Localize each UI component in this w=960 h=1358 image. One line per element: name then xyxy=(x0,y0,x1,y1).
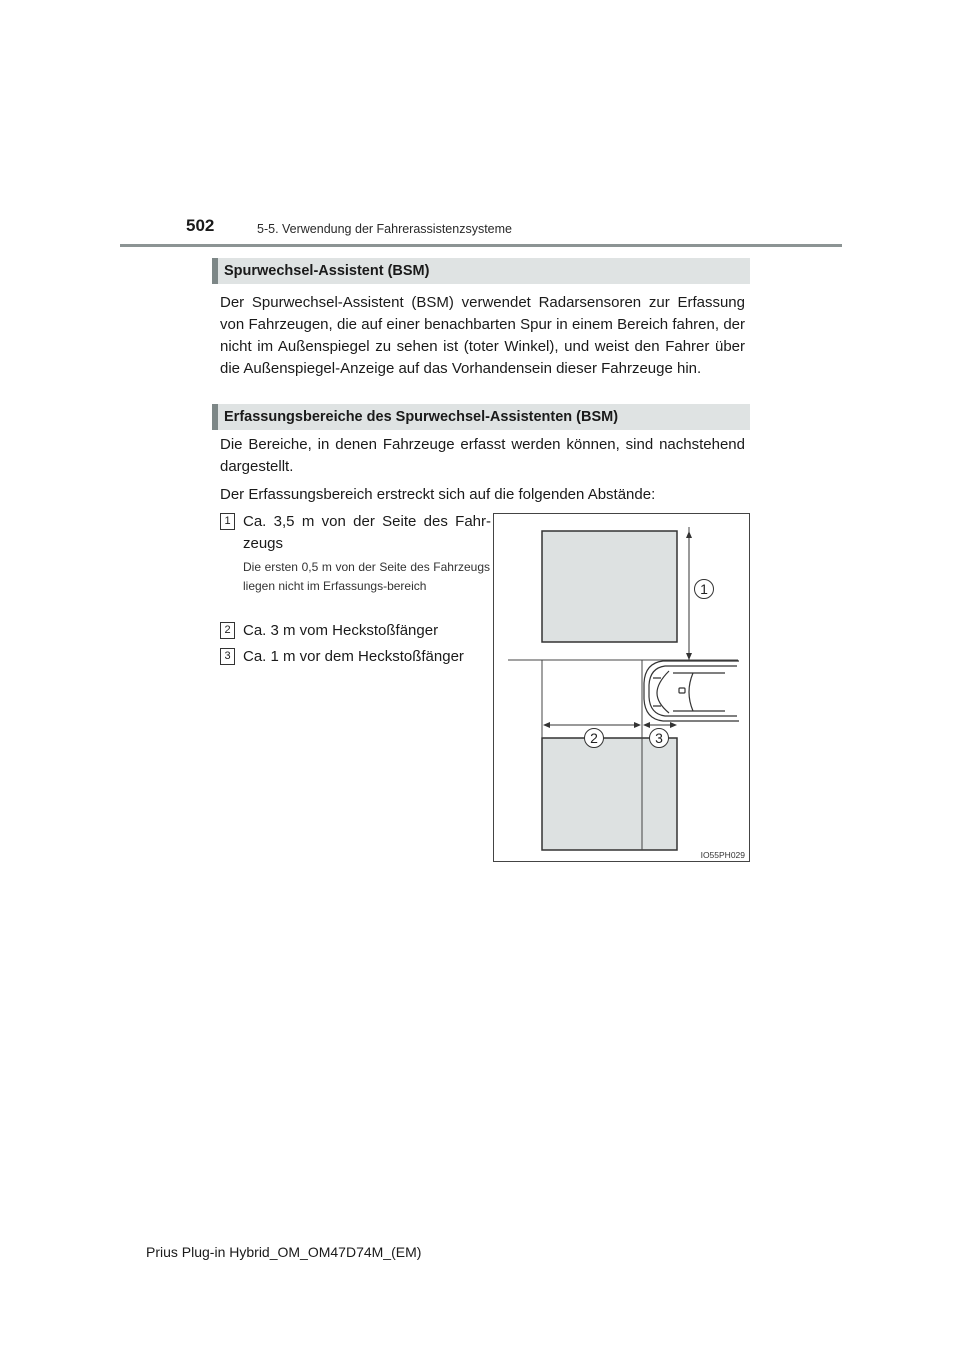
detection-zone-rear xyxy=(542,738,677,850)
label-2: 2 xyxy=(590,730,598,746)
page-number: 502 xyxy=(186,216,215,235)
figure-code: IO55PH029 xyxy=(700,850,745,860)
bsm-detection-diagram xyxy=(493,513,750,862)
section-heading-title: Erfassungsbereiche des Spurwechsel-Assistenten (BSM) xyxy=(224,409,619,425)
item-1-note: Die ersten 0,5 m von der Seite des Fahrzeugs liegen nicht im Erfassungs-bereich xyxy=(243,560,490,593)
section-heading-bsm xyxy=(212,258,750,284)
bsm-description: Der Spurwechsel-Assistent (BSM) verwendet Radarsensoren zur Erfassung von Fahrzeugen, die auf einer benachbarten Spur in einem Bereich fahren, der nicht im Außenspiegel zu sehen ist (toter Winkel), und weist den Fahrer über die Außenspiegel-Anzeige auf das Vorhandensein dieser Fahrzeuge hin. xyxy=(220,294,745,377)
item-number-1: 1 xyxy=(220,513,235,530)
label-2-callout xyxy=(585,729,604,748)
detection-areas-intro: Die Bereiche, in denen Fahrzeuge erfasst werden können, sind nachstehend dargestellt. xyxy=(220,436,745,475)
item-number-3: 3 xyxy=(220,648,235,665)
detection-zone-side xyxy=(542,531,677,642)
footer-manual-id: Prius Plug-in Hybrid_OM_OM47D74M_(EM) xyxy=(146,1244,422,1260)
section-heading-detection-areas xyxy=(212,404,750,430)
section-heading-accent xyxy=(212,258,218,284)
detection-range-intro: Der Erfassungsbereich erstreckt sich auf die folgenden Abstände: xyxy=(220,486,656,503)
header-divider xyxy=(120,244,842,247)
item-1-text-line1: Ca. 3,5 m von der Seite des Fahr- xyxy=(243,513,491,530)
label-3: 3 xyxy=(655,730,663,746)
section-heading-accent xyxy=(212,404,218,430)
label-1: 1 xyxy=(700,581,708,597)
item-1-text-line2: zeugs xyxy=(243,535,284,552)
item-3-text: Ca. 1 m vor dem Heckstoßfänger xyxy=(243,648,464,665)
label-3-callout xyxy=(650,729,669,748)
item-2-text: Ca. 3 m vom Heckstoßfänger xyxy=(243,622,439,639)
item-number-2: 2 xyxy=(220,622,235,639)
section-heading-title: Spurwechsel-Assistent (BSM) xyxy=(224,263,430,279)
label-1-callout xyxy=(695,580,714,599)
chapter-title: 5-5. Verwendung der Fahrerassistenzsysteme xyxy=(257,222,512,236)
